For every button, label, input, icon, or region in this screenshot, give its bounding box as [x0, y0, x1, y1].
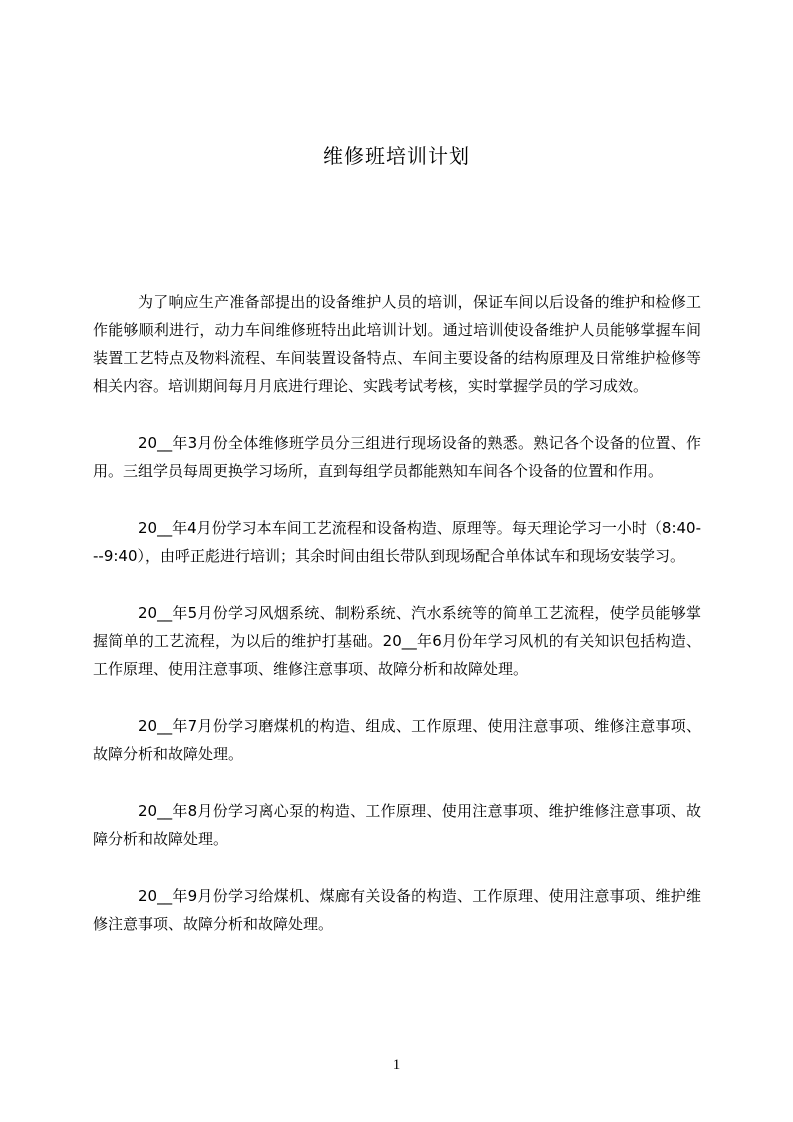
paragraph-april: 20__年4月份学习本车间工艺流程和设备构造、原理等。每天理论学习一小时（8:40---9:40），由呼正彪进行培训；其余时间由组长带队到现场配合单体试车和现场安装学习。 — [93, 519, 701, 565]
document-body — [93, 288, 701, 967]
paragraph-july: 20__年7月份学习磨煤机的构造、组成、工作原理、使用注意事项、维修注意事项、故障分析和故障处理。 — [93, 717, 701, 763]
paragraph-september: 20__年9月份学习给煤机、煤廊有关设备的构造、工作原理、使用注意事项、维护维修注意事项、故障分析和故障处理。 — [93, 887, 701, 933]
paragraph-march: 20__年3月份全体维修班学员分三组进行现场设备的熟悉。熟记各个设备的位置、作用。三组学员每周更换学习场所，直到每组学员都能熟知车间各个设备的位置和作用。 — [93, 434, 701, 480]
paragraph-august: 20__年8月份学习离心泵的构造、工作原理、使用注意事项、维护维修注意事项、故障分析和故障处理。 — [93, 802, 701, 848]
paragraph-intro: 为了响应生产准备部提出的设备维护人员的培训，保证车间以后设备的维护和检修工作能够顺利进行，动力车间维修班特出此培训计划。通过培训使设备维护人员能够掌握车间装置工艺特点及物料流程、车间装置设备特点、车间主要设备的结构原理及日常维护检修等相关内容。培训期间每月月底进行理论、实践考试考核，实时掌握学员的学习成效。 — [93, 293, 701, 395]
document-title: 维修班培训计划 — [323, 144, 470, 168]
page-number: 1 — [392, 1057, 401, 1073]
paragraph-may-june: 20__年5月份学习风烟系统、制粉系统、汽水系统等的简单工艺流程，使学员能够掌握简单的工艺流程，为以后的维护打基础。20__年6月份年学习风机的有关知识包括构造、工作原理、使用注意事项、维修注意事项、故障分析和故障处理。 — [93, 604, 701, 678]
